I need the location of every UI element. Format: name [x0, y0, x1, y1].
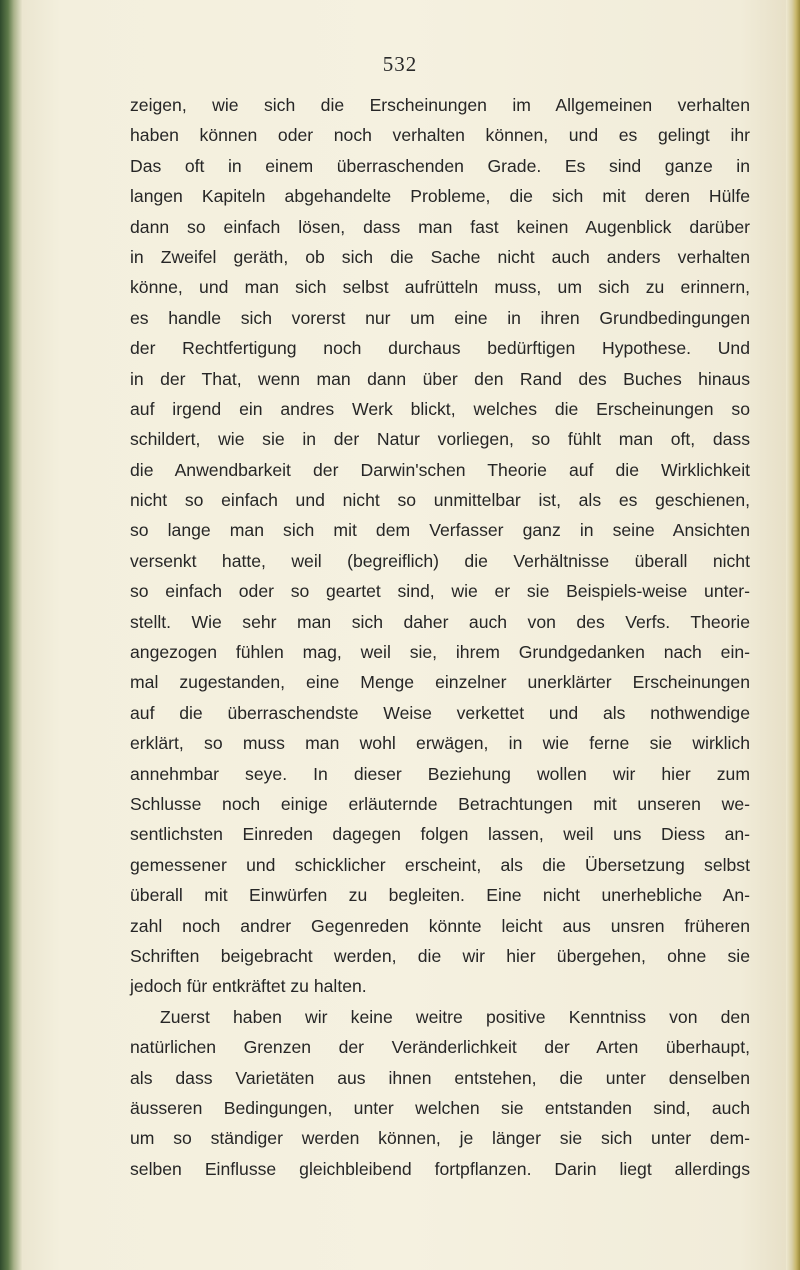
text-line: natürlichen Grenzen der Veränderlichkeit der Arten überhaupt, [130, 1037, 750, 1058]
text-line: angezogen fühlen mag, weil sie, ihrem Grundgedanken nach ein- [130, 642, 750, 663]
text-line: Das oft in einem überraschenden Grade. Es sind ganze in [130, 155, 750, 176]
text-line: in der That, wenn man dann über den Rand des Buches hinaus [130, 368, 750, 389]
text-line: gemessener und schicklicher erscheint, als die Übersetzung selbst [130, 854, 750, 875]
text-line: die Anwendbarkeit der Darwin'schen Theorie auf die Wirklichkeit [130, 459, 750, 480]
text-line: haben können oder noch verhalten können, und es gelingt ihr [130, 125, 750, 146]
paragraph-last-line: jedoch für entkräftet zu halten. [130, 976, 367, 997]
paragraph-first-line: Zuerst haben wir keine weitre positive Kenntniss von den [160, 1006, 750, 1027]
text-line: stellt. Wie sehr man sich daher auch von des Verfs. Theorie [130, 611, 750, 632]
page-outer-edge [786, 0, 800, 1270]
text-line: dann so einfach lösen, dass man fast keinen Augenblick darüber [130, 216, 750, 237]
text-line: auf irgend ein andres Werk blickt, welches die Erscheinungen so [130, 398, 750, 419]
text-line: versenkt hatte, weil (begreiflich) die Verhältnisse überall nicht [130, 550, 750, 571]
text-line: so lange man sich mit dem Verfasser ganz in seine Ansichten [130, 520, 750, 541]
text-line: langen Kapiteln abgehandelte Probleme, die sich mit deren Hülfe [130, 186, 750, 207]
body-text [130, 90, 750, 1184]
text-line: in Zweifel geräth, ob sich die Sache nicht auch anders verhalten [130, 246, 750, 267]
text-line: überall mit Einwürfen zu begleiten. Eine nicht unerhebliche An- [130, 885, 750, 906]
text-line: es handle sich vorerst nur um eine in ihren Grundbedingungen [130, 307, 750, 328]
text-line: mal zugestanden, eine Menge einzelner unerklärter Erscheinungen [130, 672, 750, 693]
text-line: der Rechtfertigung noch durchaus bedürftigen Hypothese. Und [130, 338, 750, 359]
text-line: auf die überraschendste Weise verkettet und als nothwendige [130, 702, 750, 723]
text-line: nicht so einfach und nicht so unmittelbar ist, als es geschienen, [130, 490, 750, 511]
text-line: könne, und man sich selbst aufrütteln muss, um sich zu erinnern, [130, 277, 750, 298]
text-line: zeigen, wie sich die Erscheinungen im Allgemeinen verhalten [130, 95, 750, 115]
text-line: so einfach oder so geartet sind, wie er sie Beispiels-weise unter- [130, 581, 750, 602]
text-line: Schlusse noch einige erläuternde Betrachtungen mit unseren we- [130, 793, 750, 814]
text-line: sentlichsten Einreden dagegen folgen lassen, weil uns Diess an- [130, 824, 750, 845]
text-line: schildert, wie sie in der Natur vorliegen, so fühlt man oft, dass [130, 429, 750, 450]
text-line: äusseren Bedingungen, unter welchen sie entstanden sind, auch [130, 1097, 750, 1118]
text-line: erklärt, so muss man wohl erwägen, in wie ferne sie wirklich [130, 733, 750, 754]
page-binding-edge [0, 0, 22, 1270]
text-line: annehmbar seye. In dieser Beziehung wollen wir hier zum [130, 763, 750, 784]
text-line: um so ständiger werden können, je länger sie sich unter dem- [130, 1128, 750, 1149]
text-line: selben Einflusse gleichbleibend fortpflanzen. Darin liegt allerdings [130, 1158, 750, 1179]
text-line: Schriften beigebracht werden, die wir hier übergehen, ohne sie [130, 945, 750, 966]
page-number: 532 [382, 52, 418, 76]
text-line: als dass Varietäten aus ihnen entstehen, die unter denselben [130, 1067, 750, 1088]
text-line: zahl noch andrer Gegenreden könnte leicht aus unsren früheren [130, 915, 750, 936]
